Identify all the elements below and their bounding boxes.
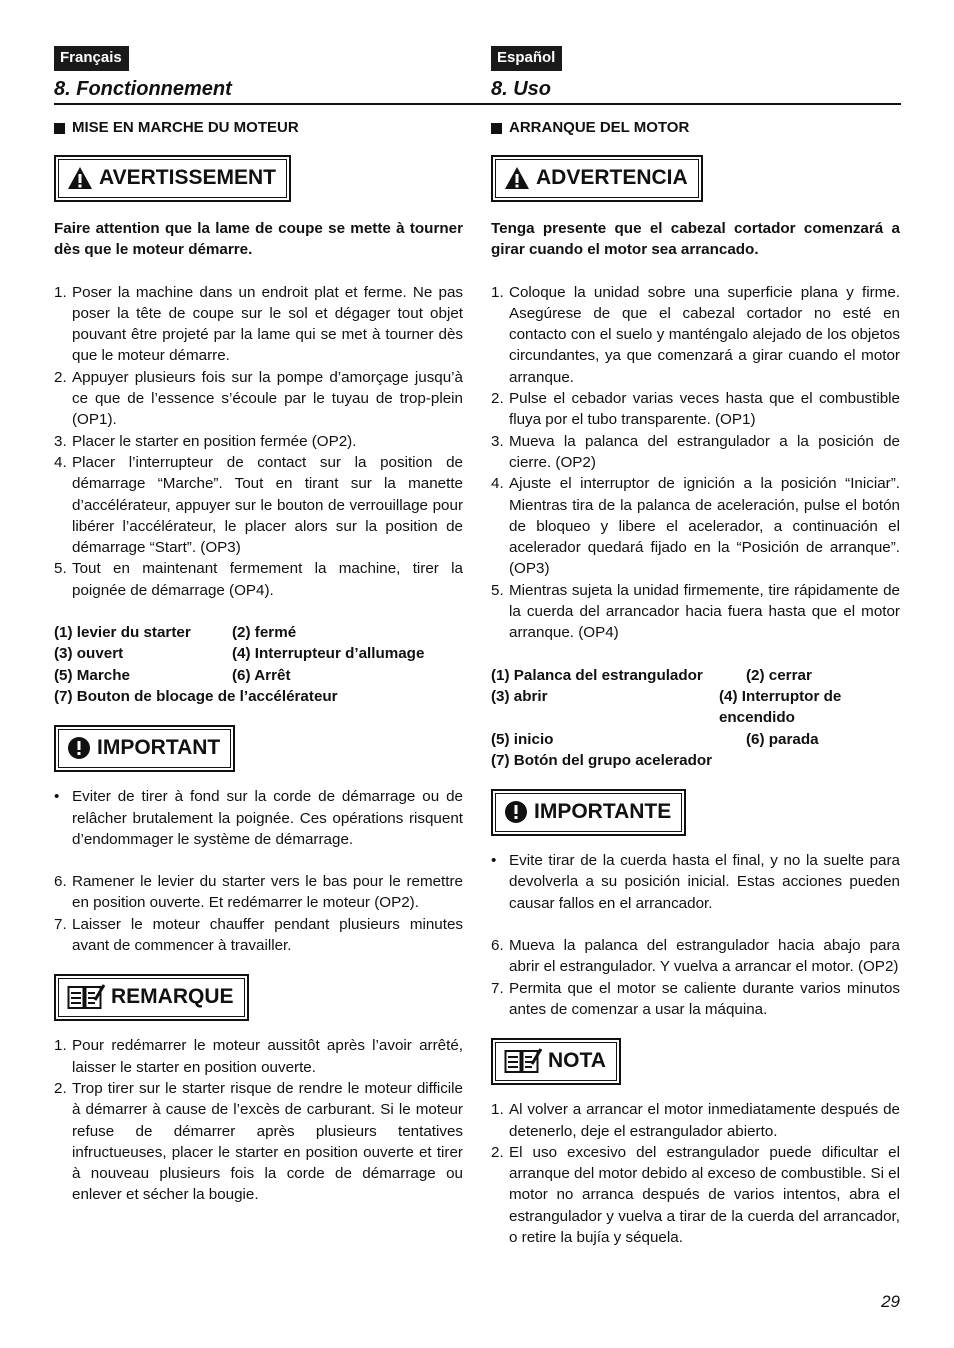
warning-box xyxy=(54,155,291,202)
item-number: 2. xyxy=(54,1079,67,1097)
list-item xyxy=(54,452,463,558)
legend-entry: (5) inicio xyxy=(491,730,554,748)
item-number: 3. xyxy=(491,432,504,450)
legend-entry: (3) ouvert xyxy=(54,645,124,663)
list-item xyxy=(54,431,463,452)
legend-entry: (6) Arrêt xyxy=(232,666,291,684)
item-text: Placer le starter en position fermée (OP2). xyxy=(72,432,357,450)
language-tag: Español xyxy=(491,46,562,71)
list-item xyxy=(54,367,463,431)
list-item xyxy=(54,1035,463,1078)
item-text: Laisser le moteur chauffer pendant plusieurs minutes avant de commencer à travailler. xyxy=(72,915,463,955)
notes-list xyxy=(54,1035,463,1205)
legend-entry: (1) Palanca del estrangulador xyxy=(491,666,703,684)
list-item xyxy=(491,978,900,1021)
item-text: Pulse el cebador varias veces hasta que el combustible fluya por el tubo transparente. (OP1) xyxy=(509,390,900,429)
item-number: 1. xyxy=(491,283,504,301)
warning-text: Faire attention que la lame de coupe se mette à tourner dès que le moteur démarre. xyxy=(54,220,463,259)
list-item xyxy=(491,1142,900,1248)
legend-entry: (5) Marche xyxy=(54,666,130,684)
section-title: 8. Fonctionnement xyxy=(54,78,232,100)
list-item xyxy=(54,1078,463,1206)
list-item xyxy=(491,935,900,978)
warning-triangle-icon xyxy=(67,166,93,190)
note-box xyxy=(491,1038,621,1085)
item-number: 2. xyxy=(491,1143,504,1161)
parts-legend xyxy=(491,665,900,771)
legend-entry: (7) Bouton de blocage de l’accélérateur xyxy=(54,687,338,705)
bullet-dot-icon: • xyxy=(54,788,60,806)
legend-row xyxy=(54,686,463,707)
item-number: 7. xyxy=(491,979,504,997)
page-number: 29 xyxy=(881,1292,900,1311)
note-box xyxy=(54,974,249,1021)
warning-triangle-icon xyxy=(504,166,530,190)
item-text: Pour redémarrer le moteur aussitôt après l’avoir arrêté, laisser le starter en position ouverte. xyxy=(72,1037,463,1076)
item-number: 7. xyxy=(54,915,67,933)
legend-row xyxy=(491,750,900,771)
exclamation-icon xyxy=(67,736,91,760)
legend-entry: (6) parada xyxy=(746,730,819,748)
section-title: 8. Uso xyxy=(491,78,552,100)
exclamation-icon xyxy=(504,800,528,824)
square-bullet-icon xyxy=(491,123,502,134)
subheading-text: ARRANQUE DEL MOTOR xyxy=(509,119,690,136)
parts-legend xyxy=(54,622,463,707)
bullet-item xyxy=(54,786,463,850)
subheading xyxy=(491,119,900,137)
steps-list-continued xyxy=(491,935,900,1020)
subheading xyxy=(54,119,463,137)
item-number: 5. xyxy=(491,581,504,599)
item-number: 1. xyxy=(54,1037,67,1055)
note-label: REMARQUE xyxy=(111,985,234,1009)
warning-label: ADVERTENCIA xyxy=(536,166,688,189)
note-book-icon xyxy=(504,1048,542,1074)
column-french xyxy=(54,46,463,1206)
list-item xyxy=(491,282,900,388)
list-item xyxy=(491,1099,900,1142)
legend-row xyxy=(491,686,900,729)
item-number: 2. xyxy=(491,390,504,408)
important-label: IMPORTANTE xyxy=(534,800,672,824)
list-item xyxy=(54,558,463,601)
list-item xyxy=(491,473,900,579)
important-box xyxy=(54,725,235,772)
item-number: 3. xyxy=(54,432,67,450)
legend-row xyxy=(491,665,900,686)
item-number: 1. xyxy=(54,283,67,301)
important-box xyxy=(491,789,686,836)
list-item xyxy=(491,388,900,431)
item-text: Permita que el motor se caliente durante varios minutos antes de comenzar a usar la máquina. xyxy=(509,979,900,1018)
item-number: 6. xyxy=(54,873,67,891)
item-text: Mueva la palanca del estrangulador a la posición de cierre. (OP2) xyxy=(509,432,900,471)
list-item xyxy=(54,871,463,914)
legend-entry: (7) Botón del grupo acelerador xyxy=(491,751,713,769)
item-text: Al volver a arrancar el motor inmediatamente después de detenerlo, deje el estrangulador abierto. xyxy=(509,1101,900,1140)
item-text: Mueva la palanca del estrangulador hacia abajo para abrir el estrangulador. Y vuelva a arrancar el motor. (OP2) xyxy=(509,937,900,976)
item-number: 5. xyxy=(54,560,67,578)
steps-list xyxy=(54,282,463,601)
language-tag: Français xyxy=(54,46,129,71)
subheading-text: MISE EN MARCHE DU MOTEUR xyxy=(72,119,299,136)
legend-entry: (2) cerrar xyxy=(746,666,812,684)
legend-entry: (1) levier du starter xyxy=(54,624,191,642)
square-bullet-icon xyxy=(54,123,65,134)
important-label: IMPORTANT xyxy=(97,736,221,760)
legend-entry: (4) Interruptor de encendido xyxy=(718,687,842,727)
important-bullets xyxy=(491,850,900,914)
list-item xyxy=(54,282,463,367)
item-text: Ramener le levier du starter vers le bas pour le remettre en position ouverte. Et redémarrer le moteur (OP2). xyxy=(72,873,463,912)
note-book-icon xyxy=(67,984,105,1010)
bullet-item xyxy=(491,850,900,914)
list-item xyxy=(491,580,900,644)
item-text: Tout en maintenant fermement la machine, tirer la poignée de démarrage (OP4). xyxy=(72,560,463,599)
notes-list xyxy=(491,1099,900,1248)
steps-list xyxy=(491,282,900,644)
warning-label: AVERTISSEMENT xyxy=(99,166,276,189)
item-text: Appuyer plusieurs fois sur la pompe d’amorçage jusqu’à ce que de l’essence s’écoule par le tuyau de trop-plein (OP1). xyxy=(72,368,463,429)
item-text: Poser la machine dans un endroit plat et ferme. Ne pas poser la tête de coupe sur le sol et dégager tout objet pouvant être projeté par la lame qui se met à tourner dès que le moteur démarre. xyxy=(72,283,463,365)
legend-entry: (2) fermé xyxy=(232,624,297,642)
legend-row xyxy=(54,643,463,664)
item-text: Placer l’interrupteur de contact sur la position de démarrage “Marche”. Tout en tirant sur la manette d’accélérateur, appuyer sur le bouton de verrouillage pour libérer l’accélérateur, le placer alors sur la position de démarrage “Start”. (OP3) xyxy=(72,453,463,557)
item-text: Mientras sujeta la unidad firmemente, tire rápidamente de la cuerda del arrancador hacia fuera hasta que el motor arranque. (OP4) xyxy=(509,581,900,642)
important-bullets xyxy=(54,786,463,850)
item-text: Trop tirer sur le starter risque de rendre le moteur difficile à démarrer à cause de l’excès de carburant. Si le moteur refuse de démarrer après plusieurs tentatives infructueuses, placer le starter en position ouverte et tirer à nouveau plusieurs fois la corde de démarrage ou enlever et sécher la bougie. xyxy=(72,1079,463,1204)
legend-entry: (4) Interrupteur d’allumage xyxy=(232,645,425,663)
bullet-text: Evite tirar de la cuerda hasta el final, y no la suelte para devolverla a su posición inicial. Estas acciones pueden causar fallos en el arrancador. xyxy=(509,852,900,912)
column-spanish xyxy=(491,46,900,1248)
bullet-text: Eviter de tirer à fond sur la corde de démarrage ou de relâcher brutalement la poignée. Ces opérations risquent d’endommager le système de démarrage. xyxy=(72,788,463,848)
item-number: 6. xyxy=(491,937,504,955)
legend-entry: (3) abrir xyxy=(491,687,548,705)
item-text: Coloque la unidad sobre una superficie plana y firme. Asegúrese de que el cabezal cortador no esté en contacto con el suelo y manténgalo alejado de los objetos circundantes, ya que comenzará a girar cuando el motor arranque. xyxy=(509,283,900,386)
warning-text: Tenga presente que el cabezal cortador comenzará a girar cuando el motor sea arrancado. xyxy=(491,220,900,259)
item-number: 1. xyxy=(491,1101,504,1119)
item-number: 4. xyxy=(491,475,504,493)
bullet-dot-icon: • xyxy=(491,852,497,870)
legend-row xyxy=(54,622,463,643)
list-item xyxy=(54,914,463,957)
item-number: 4. xyxy=(54,453,67,471)
legend-row xyxy=(491,729,900,750)
list-item xyxy=(491,431,900,474)
item-text: El uso excesivo del estrangulador puede dificultar el arranque del motor debido al exceso de combustible. Si el motor no arranca después de varios intentos, abra el estrangulador y vuelva a tirar de la cuerda del arrancador, o retire la bujía y séquela. xyxy=(509,1143,900,1246)
note-label: NOTA xyxy=(548,1049,606,1073)
legend-row xyxy=(54,665,463,686)
item-text: Ajuste el interruptor de ignición a la posición “Iniciar”. Mientras tira de la palanca de aceleración, pulse el botón de bloqueo y libere el acelerador, a continuación el acelerador quedará fijado en la “Posición de arranque”. (OP3) xyxy=(509,475,900,578)
item-number: 2. xyxy=(54,368,67,386)
steps-list-continued xyxy=(54,871,463,956)
warning-box xyxy=(491,155,703,202)
